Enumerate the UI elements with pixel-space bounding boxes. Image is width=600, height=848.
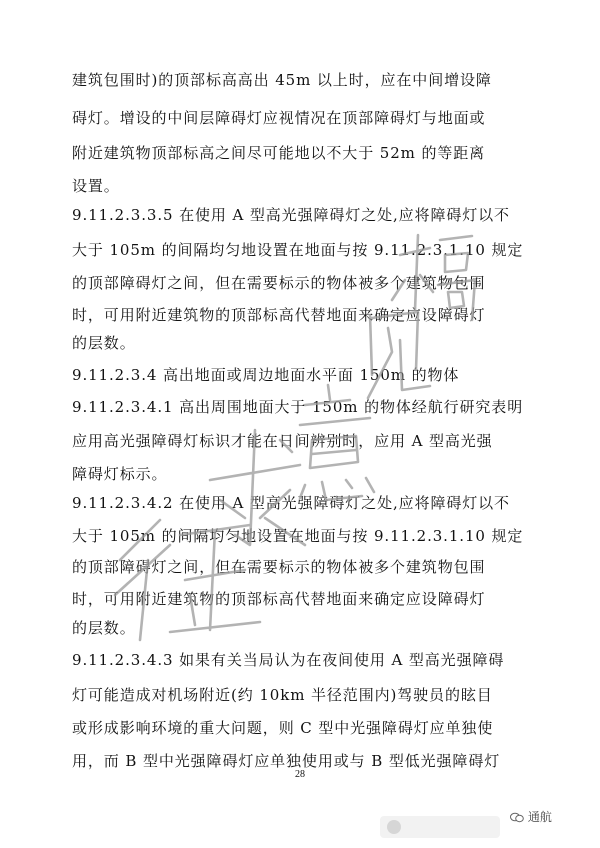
body-line: 的层数。	[72, 619, 136, 637]
wechat-icon	[510, 812, 524, 823]
body-line: 的顶部障碍灯之间，但在需要标示的物体被多个建筑物包围	[72, 558, 486, 576]
body-line: 建筑包围时)的顶部标高高出 45m 以上时，应在中间增设障	[72, 71, 492, 89]
clause-heading: 9.11.2.3.4.3 如果有关当局认为在夜间使用 A 型高光强障碍	[72, 651, 505, 669]
clause-heading: 9.11.2.3.3.5 在使用 A 型高光强障碍灯之处,应将障碍灯以不	[72, 206, 510, 224]
draft-watermark	[100, 200, 480, 650]
clause-heading: 9.11.2.3.4.2 在使用 A 型高光强障碍灯之处,应将障碍灯以不	[72, 494, 510, 512]
page-number: 28	[295, 769, 305, 780]
body-line: 碍灯。增设的中间层障碍灯应视情况在顶部障碍灯与地面或	[72, 109, 486, 127]
body-line: 大于 105m 的间隔均匀地设置在地面与按 9.11.2.3.1.10 规定	[72, 527, 524, 545]
wechat-badge-text: 通航	[527, 810, 552, 824]
wechat-badge	[510, 808, 552, 825]
body-line: 附近建筑物顶部标高之间尽可能地以不大于 52m 的等距离	[72, 144, 486, 162]
clause-heading: 9.11.2.3.4 高出地面或周边地面水平面 150m 的物体	[72, 366, 460, 384]
body-line: 障碍灯标示。	[72, 465, 168, 483]
body-line: 或形成影响环境的重大问题，则 C 型中光强障碍灯应单独使	[72, 719, 494, 737]
body-line: 时，可用附近建筑物的顶部标高代替地面来确定应设障碍灯	[72, 306, 486, 324]
body-line: 的层数。	[72, 334, 136, 352]
body-line: 的顶部障碍灯之间，但在需要标示的物体被多个建筑物包围	[72, 274, 486, 292]
body-line: 用，而 B 型中光强障碍灯应单独使用或与 B 型低光强障碍灯	[72, 752, 501, 770]
body-line: 应用高光强障碍灯标识才能在日间辨别时，应用 A 型高光强	[72, 432, 493, 450]
body-line: 时，可用附近建筑物的顶部标高代替地面来确定应设障碍灯	[72, 590, 486, 608]
body-line: 大于 105m 的间隔均匀地设置在地面与按 9.11.2.3.1.10 规定	[72, 241, 524, 259]
body-line: 设置。	[72, 177, 120, 195]
body-line: 灯可能造成对机场附近(约 10km 半径范围内)驾驶员的眩目	[72, 686, 493, 704]
clause-heading: 9.11.2.3.4.1 高出周围地面大于 150m 的物体经航行研究表明	[72, 398, 524, 416]
